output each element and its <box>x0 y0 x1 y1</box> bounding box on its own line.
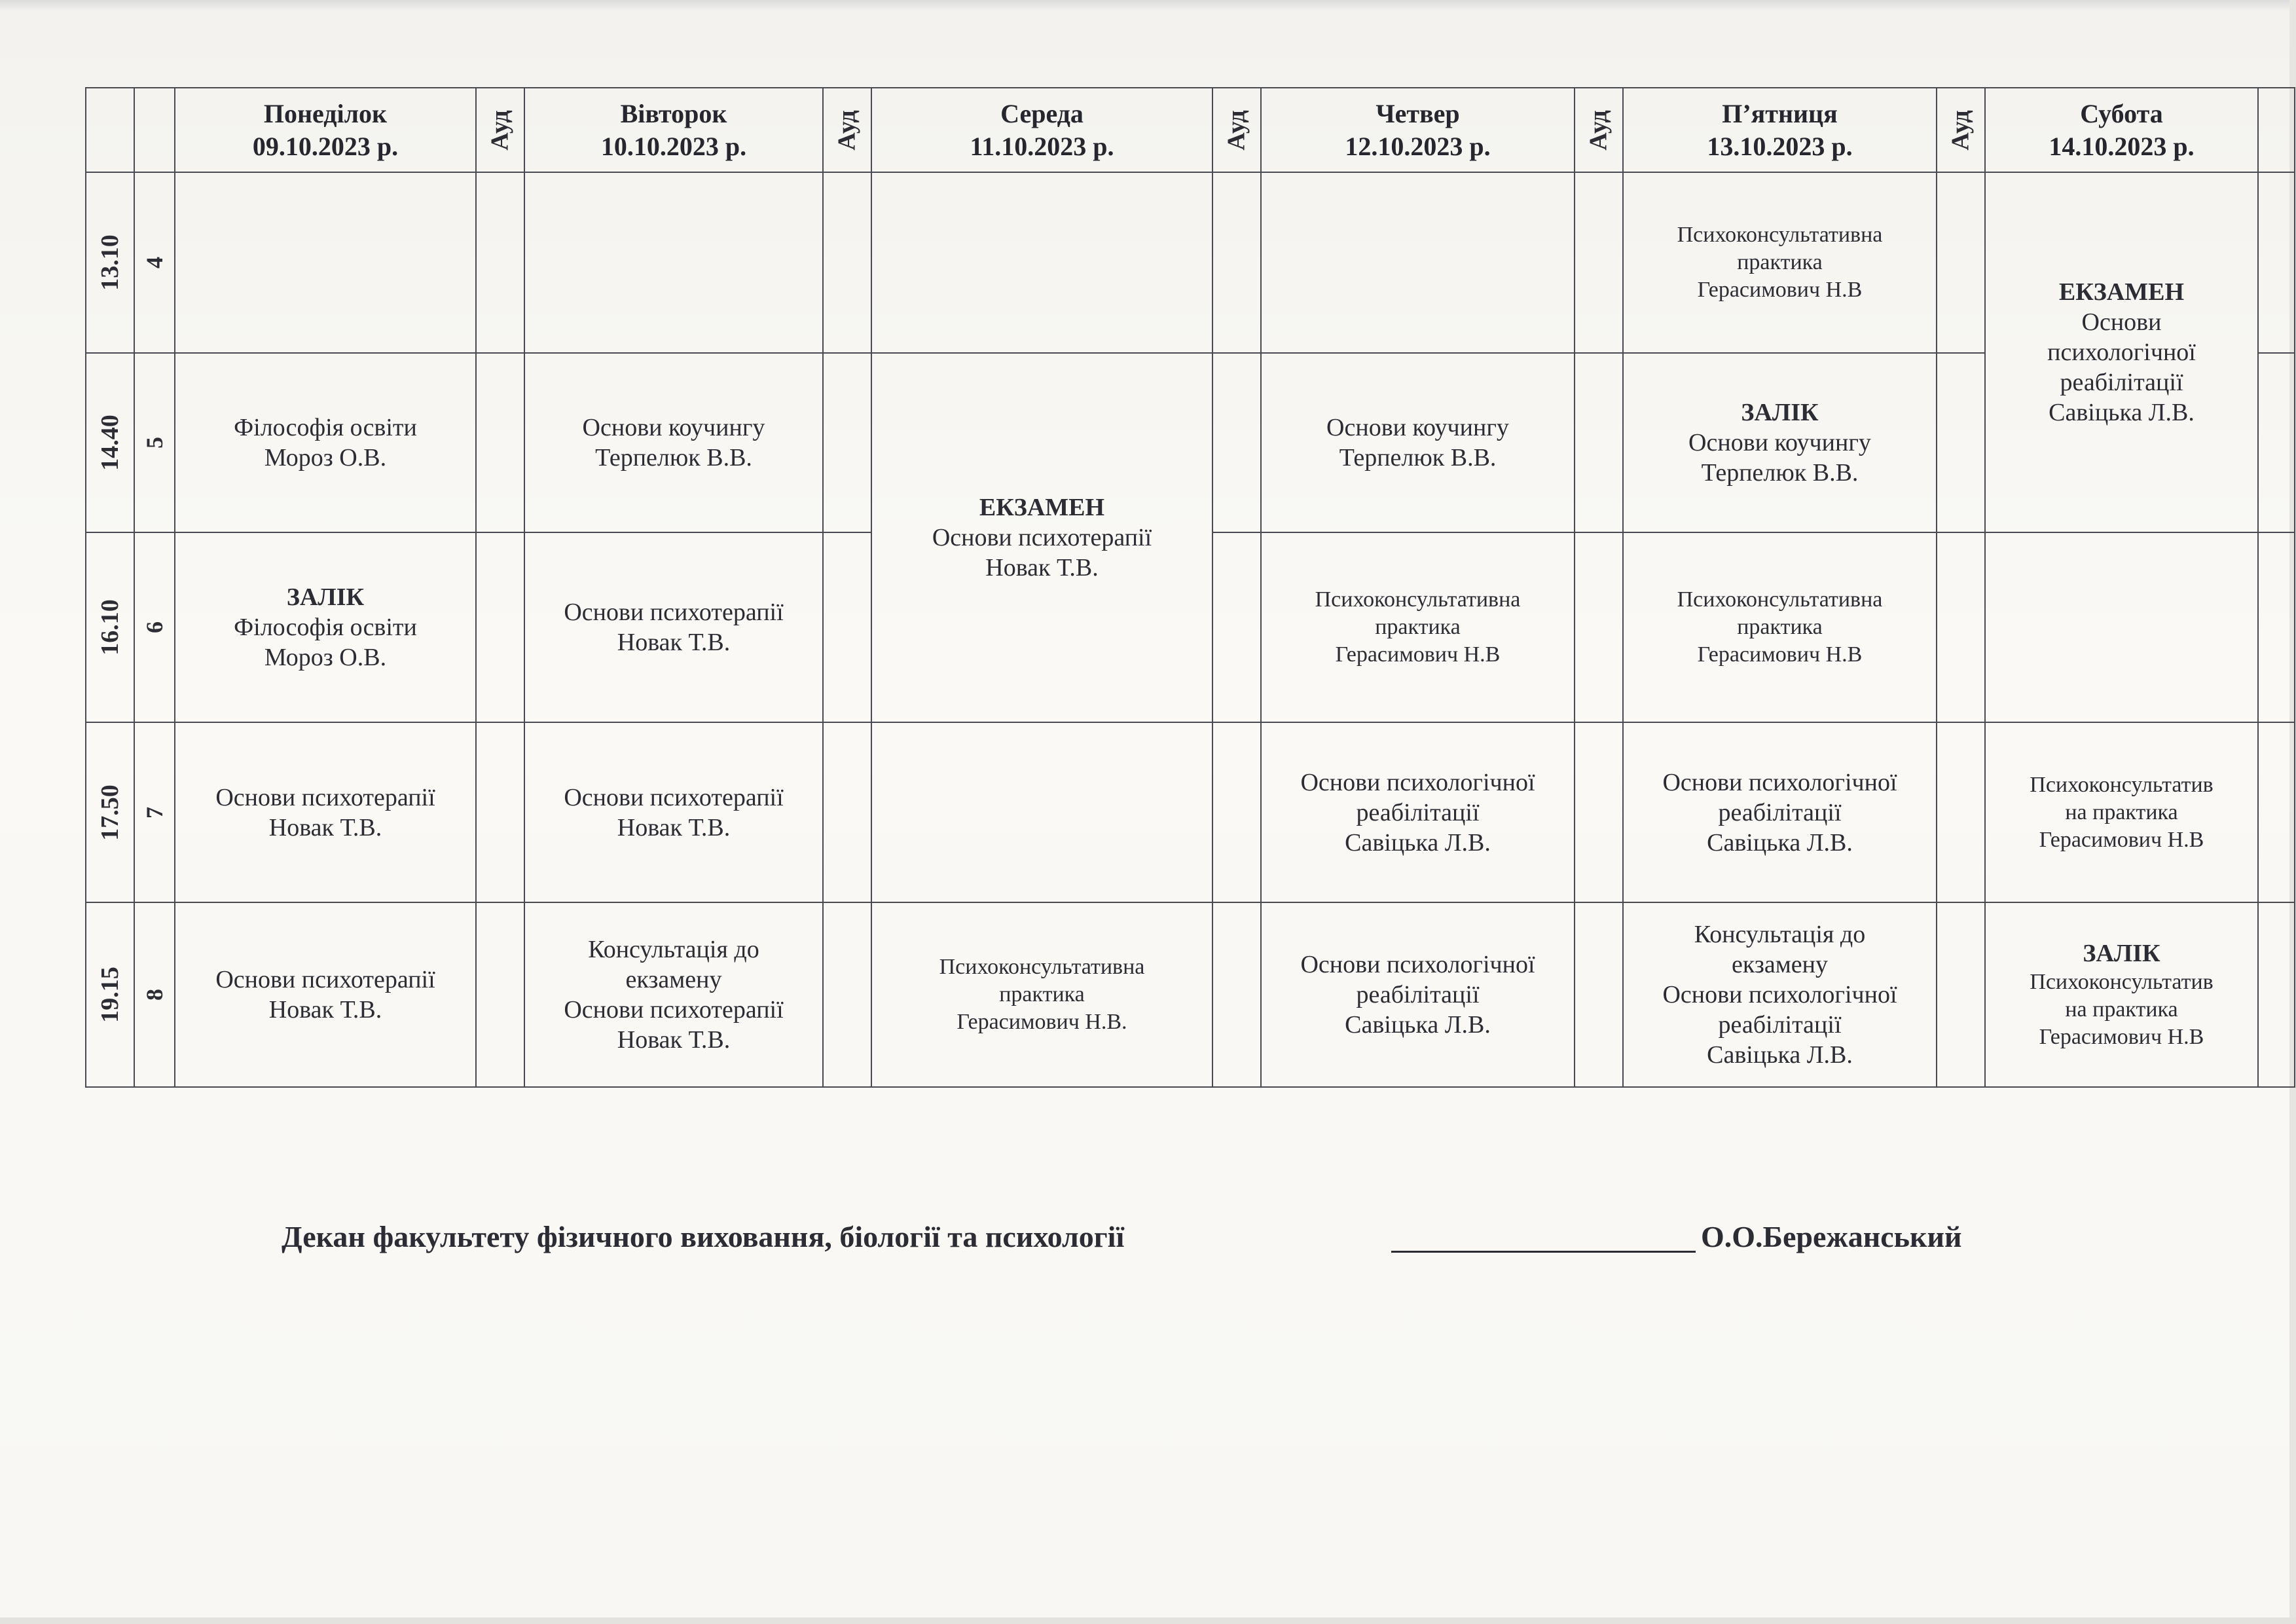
lesson-teacher: Савіцька Л.В. <box>1707 1041 1853 1069</box>
lesson-fri-5 <box>1623 353 1937 532</box>
header-row <box>86 88 2295 172</box>
lesson-teacher: Терпелюк В.В. <box>1701 459 1859 487</box>
lesson-line: Основи психологічної <box>1300 768 1535 796</box>
day-header-monday <box>175 88 476 172</box>
lesson-line: Психоконсультативна <box>1677 223 1883 247</box>
aud-label: Ауд <box>1222 109 1250 151</box>
pair-number: 4 <box>141 257 168 268</box>
lesson-teacher: Герасимович Н.В <box>2039 1025 2204 1049</box>
lesson-line: Філософія освіти <box>234 414 417 441</box>
schedule-table <box>85 87 2295 1088</box>
aud-header <box>476 88 524 172</box>
lesson-line: Психоконсультатив <box>2030 772 2214 797</box>
lesson-line: реабілітації <box>1718 798 1842 826</box>
lesson-teacher: Мороз О.В. <box>264 644 387 671</box>
lesson-fri-8 <box>1623 902 1937 1087</box>
lesson-teacher: Герасимович Н.В <box>1697 278 1863 302</box>
time-label: 13.10 <box>96 234 124 291</box>
lesson-line: реабілітації <box>1356 981 1480 1008</box>
aud-cell <box>1575 532 1623 722</box>
lesson-line: Основи психотерапії <box>564 599 784 626</box>
lesson-line: Основи психотерапії <box>215 966 435 993</box>
lesson-line: практика <box>1737 615 1823 639</box>
lesson-wed-8 <box>871 902 1212 1087</box>
day-date: 12.10.2023 р. <box>1345 131 1491 161</box>
day-name: Вівторок <box>620 98 727 128</box>
row-pair-5 <box>86 353 2295 532</box>
lesson-line: Основи психотерапії <box>215 783 435 811</box>
time-label: 16.10 <box>96 599 124 655</box>
day-header-friday <box>1623 88 1937 172</box>
dean-name: О.О.Бережанський <box>1701 1220 1962 1253</box>
lesson-thu-7 <box>1261 722 1575 902</box>
lesson-line: реабілітації <box>1356 798 1480 826</box>
day-name: Середа <box>1000 98 1084 128</box>
lesson-teacher: Герасимович Н.В <box>1697 642 1863 667</box>
aud-header <box>1937 88 1985 172</box>
lesson-line: Основи психологічної <box>1300 951 1535 978</box>
lesson-mon-7 <box>175 722 476 902</box>
aud-cell <box>823 532 871 722</box>
lesson-line: Основи психологічної <box>1662 981 1897 1008</box>
aud-cell <box>1575 353 1623 532</box>
header-corner-time <box>86 88 134 172</box>
lesson-fri-6 <box>1623 532 1937 722</box>
aud-cell <box>1937 722 1985 902</box>
lesson-line: Консультація до <box>1694 921 1866 948</box>
lesson-line: на практика <box>2065 997 2178 1022</box>
pair-number-cell <box>134 532 175 722</box>
lesson-line: Основи психотерапії <box>932 524 1152 551</box>
day-header-wednesday <box>871 88 1212 172</box>
pair-number-cell <box>134 172 175 353</box>
lesson-wed-7 <box>871 722 1212 902</box>
lesson-thu-6 <box>1261 532 1575 722</box>
aud-cell <box>823 902 871 1087</box>
time-cell <box>86 532 134 722</box>
pair-number: 6 <box>141 621 168 633</box>
lesson-teacher: Герасимович Н.В <box>1335 642 1501 667</box>
lesson-line: екзамену <box>1732 951 1828 978</box>
time-cell <box>86 172 134 353</box>
aud-cell <box>1212 353 1261 532</box>
time-cell <box>86 353 134 532</box>
lesson-mon-4 <box>175 172 476 353</box>
aud-label: Ауд <box>1584 109 1613 151</box>
lesson-wed-5-6 <box>871 353 1212 722</box>
lesson-line: Основи психотерапії <box>564 996 784 1024</box>
day-header-thursday <box>1261 88 1575 172</box>
lesson-mon-6 <box>175 532 476 722</box>
lesson-line: Психоконсультативна <box>1677 587 1883 612</box>
day-date: 13.10.2023 р. <box>1707 131 1853 161</box>
lesson-line: Психоконсультатив <box>2030 970 2214 994</box>
aud-cell <box>476 172 524 353</box>
aud-label: Ауд <box>1946 109 1975 151</box>
lesson-line: Психоконсультативна <box>939 955 1145 979</box>
lesson-mon-8 <box>175 902 476 1087</box>
day-date: 10.10.2023 р. <box>600 131 747 161</box>
lesson-teacher: Терпелюк В.В. <box>1339 444 1497 471</box>
lesson-teacher: Новак Т.В. <box>617 1026 731 1054</box>
day-header-tuesday <box>524 88 823 172</box>
row-pair-7 <box>86 722 2295 902</box>
time-cell <box>86 902 134 1087</box>
dean-title: Декан факультету фізичного виховання, біології та психології <box>282 1220 1125 1253</box>
aud-label: Ауд <box>486 109 514 151</box>
day-date: 11.10.2023 р. <box>970 131 1114 161</box>
day-name: Понеділок <box>263 98 388 128</box>
lesson-line: практика <box>1375 615 1461 639</box>
credit-badge: ЗАЛІК <box>286 583 365 611</box>
lesson-line: практика <box>999 982 1085 1006</box>
lesson-line: на практика <box>2065 800 2178 824</box>
aud-header <box>1212 88 1261 172</box>
lesson-mon-5 <box>175 353 476 532</box>
lesson-sat-6 <box>1985 532 2258 722</box>
lesson-line: реабілітації <box>1718 1011 1842 1039</box>
lesson-tue-4 <box>524 172 823 353</box>
aud-cell <box>476 532 524 722</box>
lesson-teacher: Новак Т.В. <box>985 554 1099 581</box>
aud-cell <box>476 722 524 902</box>
lesson-line: практика <box>1737 250 1823 274</box>
aud-cell <box>2258 722 2295 902</box>
lesson-line: екзамену <box>625 966 722 993</box>
aud-cell <box>1212 902 1261 1087</box>
aud-cell <box>1212 172 1261 353</box>
aud-cell <box>1575 172 1623 353</box>
aud-cell <box>1575 722 1623 902</box>
exam-badge: ЕКЗАМЕН <box>2058 278 2185 306</box>
lesson-teacher: Герасимович Н.В. <box>957 1010 1127 1034</box>
lesson-line: Основи психотерапії <box>564 783 784 811</box>
aud-cell <box>1575 902 1623 1087</box>
aud-header <box>1575 88 1623 172</box>
aud-cell <box>1212 532 1261 722</box>
lesson-teacher: Новак Т.В. <box>617 813 731 841</box>
day-header-saturday <box>1985 88 2258 172</box>
day-name: П’ятниця <box>1722 98 1838 128</box>
exam-badge: ЕКЗАМЕН <box>979 494 1105 521</box>
day-name: Субота <box>2080 98 2163 128</box>
aud-cell <box>1937 532 1985 722</box>
lesson-tue-8 <box>524 902 823 1087</box>
lesson-teacher: Терпелюк В.В. <box>595 444 752 471</box>
lesson-line: психологічної <box>2047 339 2196 366</box>
lesson-teacher: Новак Т.В. <box>617 629 731 656</box>
pair-number-cell <box>134 353 175 532</box>
aud-cell <box>2258 353 2295 532</box>
lesson-line: Основи <box>2081 308 2162 336</box>
lesson-line: Основи коучингу <box>582 414 765 441</box>
time-label: 17.50 <box>96 784 124 841</box>
aud-cell <box>2258 902 2295 1087</box>
lesson-line: Психоконсультативна <box>1315 587 1521 612</box>
scan-bottom-edge <box>0 1617 2296 1624</box>
lesson-sat-8 <box>1985 902 2258 1087</box>
aud-cell <box>823 722 871 902</box>
lesson-tue-6 <box>524 532 823 722</box>
aud-cell <box>823 172 871 353</box>
aud-cell <box>476 353 524 532</box>
signature-line <box>1391 1251 1696 1253</box>
header-empty-last <box>2258 88 2295 172</box>
credit-badge: ЗАЛІК <box>2083 940 2160 967</box>
row-pair-4 <box>86 172 2295 353</box>
aud-cell <box>476 902 524 1087</box>
lesson-line: Основи психологічної <box>1662 768 1897 796</box>
scan-top-shadow <box>0 0 2296 12</box>
lesson-fri-7 <box>1623 722 1937 902</box>
lesson-thu-4 <box>1261 172 1575 353</box>
aud-header <box>823 88 871 172</box>
time-cell <box>86 722 134 902</box>
lesson-teacher: Мороз О.В. <box>264 444 387 471</box>
day-date: 14.10.2023 р. <box>2049 131 2195 161</box>
lesson-teacher: Савіцька Л.В. <box>1345 1011 1491 1039</box>
lesson-teacher: Савіцька Л.В. <box>2049 399 2195 426</box>
row-pair-8 <box>86 902 2295 1087</box>
lesson-sat-4-5 <box>1985 172 2258 532</box>
lesson-sat-7 <box>1985 722 2258 902</box>
time-label: 19.15 <box>96 967 124 1023</box>
lesson-line: Філософія освіти <box>234 614 417 641</box>
lesson-teacher: Новак Т.В. <box>268 813 382 841</box>
pair-number: 5 <box>141 437 168 449</box>
aud-cell <box>823 353 871 532</box>
lesson-teacher: Савіцька Л.В. <box>1345 828 1491 857</box>
aud-label: Ауд <box>833 109 861 151</box>
aud-cell <box>2258 532 2295 722</box>
time-label: 14.40 <box>96 415 124 471</box>
pair-number-cell <box>134 722 175 902</box>
day-date: 09.10.2023 р. <box>252 131 399 161</box>
lesson-line: реабілітації <box>2060 369 2183 396</box>
lesson-line: Основи коучингу <box>1688 429 1871 456</box>
pair-number-cell <box>134 902 175 1087</box>
pair-number: 8 <box>141 989 168 1001</box>
lesson-wed-4 <box>871 172 1212 353</box>
lesson-line: Консультація до <box>588 936 759 963</box>
day-name: Четвер <box>1376 98 1460 128</box>
lesson-teacher: Савіцька Л.В. <box>1707 828 1853 857</box>
lesson-tue-7 <box>524 722 823 902</box>
header-corner-pair <box>134 88 175 172</box>
aud-cell <box>1937 172 1985 353</box>
aud-cell <box>2258 172 2295 353</box>
lesson-fri-4 <box>1623 172 1937 353</box>
lesson-teacher: Новак Т.В. <box>268 996 382 1024</box>
aud-cell <box>1937 902 1985 1087</box>
lesson-thu-5 <box>1261 353 1575 532</box>
aud-cell <box>1212 722 1261 902</box>
lesson-tue-5 <box>524 353 823 532</box>
lesson-line: Основи коучингу <box>1326 414 1509 441</box>
pair-number: 7 <box>141 806 168 819</box>
lesson-teacher: Герасимович Н.В <box>2039 827 2204 852</box>
credit-badge: ЗАЛІК <box>1741 399 1819 426</box>
lesson-thu-8 <box>1261 902 1575 1087</box>
aud-cell <box>1937 353 1985 532</box>
